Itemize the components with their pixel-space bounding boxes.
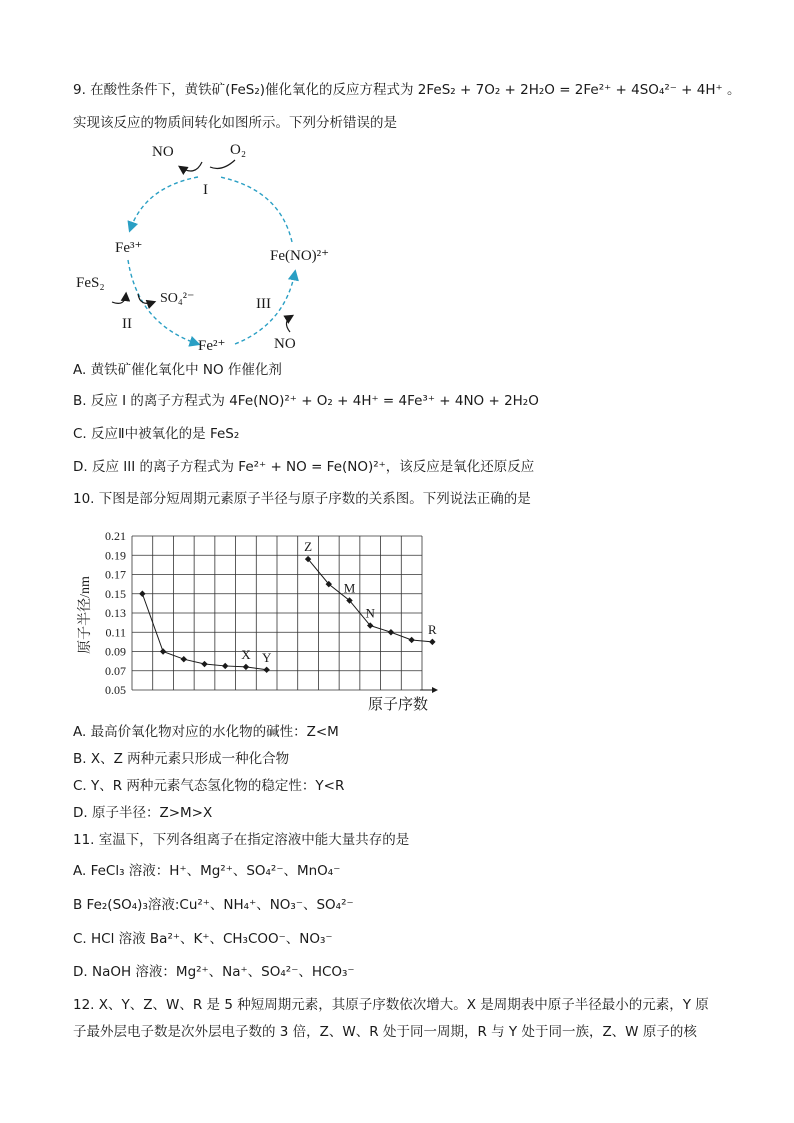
point-label: M [343,580,356,596]
y-tick-label: 0.07 [105,663,126,678]
label-reaction-iii: III [256,296,271,312]
chart-y-label: 原子半径/nm [78,576,93,654]
q11-option-c: C. HCl 溶液 Ba²⁺、K⁺、CH₃COO⁻、NO₃⁻ [73,931,333,947]
q10-option-c: C. Y、R 两种元素气态氢化物的稳定性：Y<R [73,778,345,794]
label-so4: SO₄²⁻ [160,291,195,306]
data-point [429,639,435,645]
point-label: R [428,621,437,637]
chart-x-label: 原子序数 [367,697,429,713]
arrow-from-o2 [210,160,235,168]
y-tick-label: 0.11 [105,625,126,640]
data-point [243,664,249,670]
point-label: N [365,605,375,621]
cycle-arc-top-right [220,177,292,242]
data-point [201,661,207,667]
label-fe2: Fe²⁺ [198,338,226,354]
reaction-cycle-diagram [70,132,350,362]
q11-option-d: D. NaOH 溶液：Mg²⁺、Na⁺、SO₄²⁻、HCO₃⁻ [73,964,355,980]
y-tick-label: 0.05 [105,683,126,697]
q12-line2: 子最外层电子数是次外层电子数的 3 倍，Z、W、R 处于同一周期，R 与 Y 处于同一族，Z、W 原子的核 [73,1024,697,1040]
arrow-so4-out [138,294,154,303]
point-label: Z [304,539,313,555]
y-tick-label: 0.15 [105,586,126,601]
q10-option-b: B. X、Z 两种元素只形成一种化合物 [73,751,290,767]
data-point [139,591,145,597]
y-tick-label: 0.21 [105,529,126,543]
label-no-bottom: NO [274,336,296,352]
q11-option-b: B Fe₂(SO₄)₃溶液:Cu²⁺、NH₄⁺、NO₃⁻、SO₄²⁻ [73,897,354,913]
q10-stem: 10. 下图是部分短周期元素原子半径与原子序数的关系图。下列说法正确的是 [73,491,531,507]
q9-stem-line1: 9. 在酸性条件下，黄铁矿(FeS₂)催化氧化的反应方程式为 2FeS₂ + 7O₂ + 2H₂O = 2Fe²⁺ + 4SO₄²⁻ + 4H⁺ 。 [73,82,741,98]
y-tick-label: 0.09 [105,644,126,659]
q12-line1: 12. X、Y、Z、W、R 是 5 种短周期元素，其原子序数依次增大。X 是周期表中原子半径最小的元素，Y 原 [73,997,709,1013]
q9-option-d: D. 反应 III 的离子方程式为 Fe²⁺ + NO = Fe(NO)²⁺，该反应是氧化还原反应 [73,459,535,475]
q10-option-d: D. 原子半径：Z>M>X [73,805,213,821]
data-point [160,648,166,654]
label-o2: O₂ [230,142,247,158]
cycle-arc-top-left [130,177,198,230]
y-tick-label: 0.13 [105,606,126,620]
q10-option-a: A. 最高价氧化物对应的水化物的碱性：Z<M [73,724,339,740]
chart-y-ticks [105,529,126,697]
point-label: X [241,646,251,662]
arrow-to-no [180,162,202,171]
q9-option-c: C. 反应Ⅱ中被氧化的是 FeS₂ [73,426,240,442]
q9-option-a: A. 黄铁矿催化氧化中 NO 作催化剂 [73,362,282,378]
chart-grid [132,536,422,690]
label-reaction-ii: II [122,316,132,332]
chart-x-arrowhead [432,687,438,693]
label-reaction-i: I [203,182,208,198]
y-tick-label: 0.19 [105,548,126,563]
chart-series [139,556,435,673]
label-fes2: FeS₂ [76,275,105,291]
y-tick-label: 0.17 [105,567,126,582]
data-point [222,663,228,669]
label-no-top: NO [152,144,174,160]
label-feno: Fe(NO)²⁺ [270,248,330,264]
arrow-fes2-in [112,294,126,303]
q11-option-a: A. FeCl₃ 溶液：H⁺、Mg²⁺、SO₄²⁻、MnO₄⁻ [73,863,341,879]
data-point [181,656,187,662]
data-point [263,667,269,673]
series-line [308,559,432,642]
q9-stem-line2: 实现该反应的物质间转化如图所示。下列分析错误的是 [73,115,397,131]
data-point [408,637,414,643]
point-label: Y [261,649,272,665]
q11-stem: 11. 室温下，下列各组离子在指定溶液中能大量共存的是 [73,832,410,848]
atomic-radius-chart [70,520,450,720]
data-point [388,629,394,635]
arrow-no-in [286,316,292,332]
q9-option-b: B. 反应 I 的离子方程式为 4Fe(NO)²⁺ + O₂ + 4H⁺ = 4Fe³⁺ + 4NO + 2H₂O [73,393,539,409]
label-fe3: Fe³⁺ [115,240,143,256]
